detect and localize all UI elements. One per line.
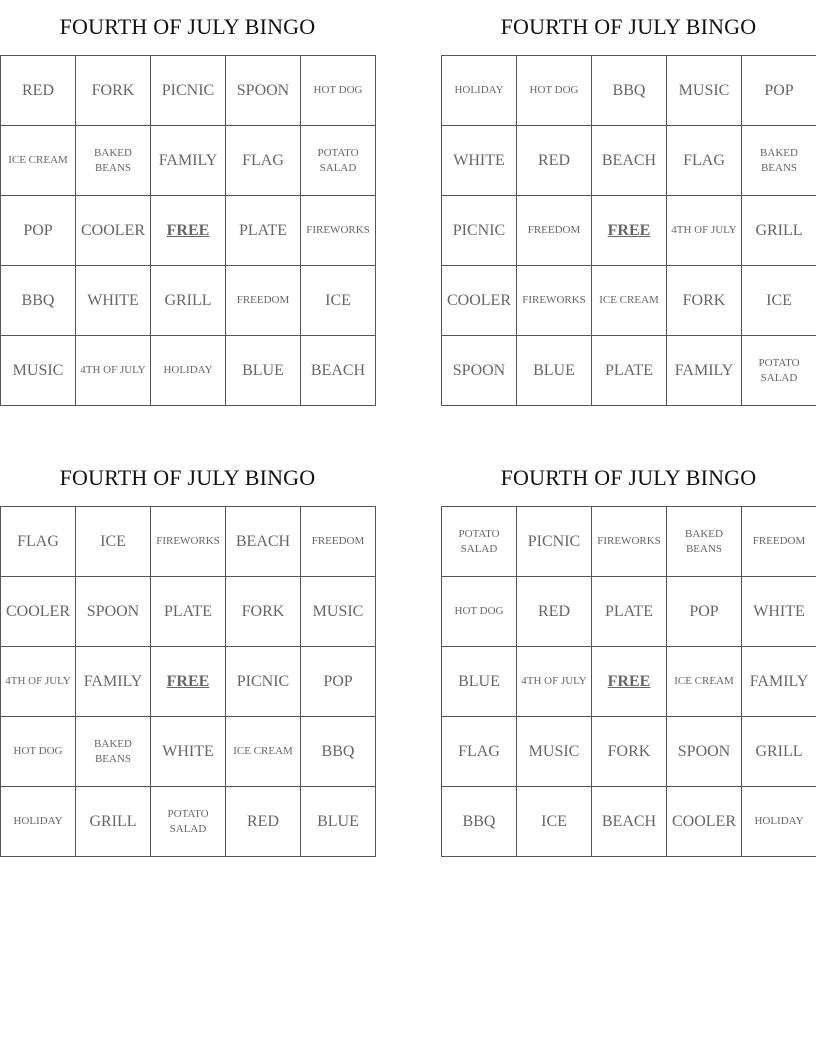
free-space-cell: FREE (151, 647, 226, 717)
card-title: FOURTH OF JULY BINGO (59, 465, 316, 490)
bingo-card-4 (441, 451, 816, 857)
bingo-row (442, 196, 816, 266)
bingo-cell: FIREWORKS (517, 266, 592, 336)
bingo-cell: BLUE (517, 336, 592, 406)
bingo-cell: SPOON (76, 577, 151, 647)
bingo-cell: BAKED BEANS (742, 126, 816, 196)
bingo-cell: BEACH (592, 787, 667, 857)
bingo-cell: PICNIC (517, 507, 592, 577)
bingo-cell: 4TH OF JULY (76, 336, 151, 406)
bingo-cell: BLUE (226, 336, 301, 406)
bingo-cell: RED (517, 577, 592, 647)
bingo-cell: SPOON (226, 56, 301, 126)
bingo-cell: COOLER (76, 196, 151, 266)
bingo-cell: FREEDOM (301, 507, 376, 577)
bingo-cell: 4TH OF JULY (667, 196, 742, 266)
bingo-grid (0, 506, 376, 857)
bingo-cell: PICNIC (151, 56, 226, 126)
bingo-row (1, 126, 376, 196)
bingo-cell: POTATO SALAD (151, 787, 226, 857)
bingo-cell: FORK (226, 577, 301, 647)
card-title: FOURTH OF JULY BINGO (59, 14, 316, 39)
bingo-row (442, 336, 816, 406)
bingo-cell: PICNIC (442, 196, 517, 266)
bingo-row (442, 647, 816, 717)
bingo-cell: RED (517, 126, 592, 196)
bingo-cell: BAKED BEANS (76, 126, 151, 196)
bingo-cell: FAMILY (76, 647, 151, 717)
bingo-cell: GRILL (742, 196, 816, 266)
bingo-cell: PLATE (151, 577, 226, 647)
bingo-cell: BEACH (592, 126, 667, 196)
bingo-cell: ICE CREAM (592, 266, 667, 336)
bingo-grid (0, 55, 376, 406)
bingo-cell: HOT DOG (442, 577, 517, 647)
bingo-cell: FIREWORKS (592, 507, 667, 577)
bingo-cell: BEACH (226, 507, 301, 577)
bingo-cell: ICE CREAM (226, 717, 301, 787)
bingo-cell: COOLER (442, 266, 517, 336)
bingo-cell: COOLER (1, 577, 76, 647)
bingo-row (442, 507, 816, 577)
bingo-cell: FLAG (442, 717, 517, 787)
bingo-cell: FREEDOM (226, 266, 301, 336)
bingo-row (442, 266, 816, 336)
bingo-cell: WHITE (76, 266, 151, 336)
bingo-row (442, 717, 816, 787)
bingo-cell: ICE CREAM (1, 126, 76, 196)
bingo-cell: PICNIC (226, 647, 301, 717)
bingo-cell: BLUE (442, 647, 517, 717)
bingo-cell: FAMILY (742, 647, 816, 717)
bingo-cell: FREEDOM (517, 196, 592, 266)
bingo-cell: COOLER (667, 787, 742, 857)
bingo-cell: ICE (742, 266, 816, 336)
bingo-cell: PLATE (592, 336, 667, 406)
bingo-cell: BLUE (301, 787, 376, 857)
bingo-row (442, 577, 816, 647)
bingo-cell: POTATO SALAD (442, 507, 517, 577)
bingo-cell: POP (742, 56, 816, 126)
bingo-cell: BAKED BEANS (76, 717, 151, 787)
bingo-cell: SPOON (442, 336, 517, 406)
bingo-cell: WHITE (151, 717, 226, 787)
bingo-cell: RED (226, 787, 301, 857)
bingo-grid (441, 506, 816, 857)
bingo-cell: MUSIC (667, 56, 742, 126)
bingo-card-1 (0, 0, 375, 406)
bingo-row (1, 647, 376, 717)
free-space-cell: FREE (592, 647, 667, 717)
bingo-cell: HOLIDAY (1, 787, 76, 857)
bingo-cell: GRILL (151, 266, 226, 336)
bingo-row (1, 787, 376, 857)
bingo-cell: BAKED BEANS (667, 507, 742, 577)
bingo-cell: PLATE (592, 577, 667, 647)
bingo-cell: ICE (301, 266, 376, 336)
bingo-card-2 (441, 0, 816, 406)
bingo-cell: RED (1, 56, 76, 126)
bingo-cell: POP (667, 577, 742, 647)
bingo-cell: POTATO SALAD (742, 336, 816, 406)
bingo-cell: POTATO SALAD (301, 126, 376, 196)
bingo-cell: MUSIC (517, 717, 592, 787)
bingo-cell: HOT DOG (517, 56, 592, 126)
bingo-cell: MUSIC (1, 336, 76, 406)
bingo-cell: SPOON (667, 717, 742, 787)
bingo-cell: HOLIDAY (151, 336, 226, 406)
bingo-cell: ICE CREAM (667, 647, 742, 717)
bingo-cell: GRILL (76, 787, 151, 857)
bingo-cell: WHITE (442, 126, 517, 196)
bingo-cell: POP (1, 196, 76, 266)
bingo-cell: FLAG (667, 126, 742, 196)
bingo-cell: BBQ (301, 717, 376, 787)
bingo-cell: PLATE (226, 196, 301, 266)
bingo-cell: HOLIDAY (442, 56, 517, 126)
bingo-row (1, 507, 376, 577)
bingo-cell: BBQ (1, 266, 76, 336)
bingo-cell: FORK (592, 717, 667, 787)
bingo-cell: WHITE (742, 577, 816, 647)
free-space-cell: FREE (592, 196, 667, 266)
bingo-cell: FORK (76, 56, 151, 126)
bingo-row (442, 56, 816, 126)
bingo-row (1, 266, 376, 336)
bingo-row (442, 126, 816, 196)
bingo-row (1, 196, 376, 266)
bingo-cell: FIREWORKS (151, 507, 226, 577)
bingo-cell: POP (301, 647, 376, 717)
card-title: FOURTH OF JULY BINGO (500, 465, 757, 490)
bingo-cell: FLAG (226, 126, 301, 196)
bingo-cell: FLAG (1, 507, 76, 577)
bingo-cell: BBQ (592, 56, 667, 126)
bingo-row (1, 56, 376, 126)
bingo-row (1, 336, 376, 406)
bingo-cell: ICE (517, 787, 592, 857)
bingo-cell: BBQ (442, 787, 517, 857)
bingo-cell: FIREWORKS (301, 196, 376, 266)
bingo-cell: FREEDOM (742, 507, 816, 577)
bingo-cell: GRILL (742, 717, 816, 787)
bingo-grid (441, 55, 816, 406)
bingo-cell: HOT DOG (301, 56, 376, 126)
bingo-cell: FAMILY (667, 336, 742, 406)
bingo-cell: HOT DOG (1, 717, 76, 787)
bingo-cell: FAMILY (151, 126, 226, 196)
bingo-row (1, 577, 376, 647)
bingo-card-3 (0, 451, 375, 857)
free-space-cell: FREE (151, 196, 226, 266)
card-title: FOURTH OF JULY BINGO (500, 14, 757, 39)
bingo-row (1, 717, 376, 787)
bingo-cell: 4TH OF JULY (517, 647, 592, 717)
bingo-cell: 4TH OF JULY (1, 647, 76, 717)
bingo-row (442, 787, 816, 857)
bingo-cell: HOLIDAY (742, 787, 816, 857)
bingo-cell: MUSIC (301, 577, 376, 647)
bingo-cell: ICE (76, 507, 151, 577)
bingo-cell: BEACH (301, 336, 376, 406)
bingo-cell: FORK (667, 266, 742, 336)
